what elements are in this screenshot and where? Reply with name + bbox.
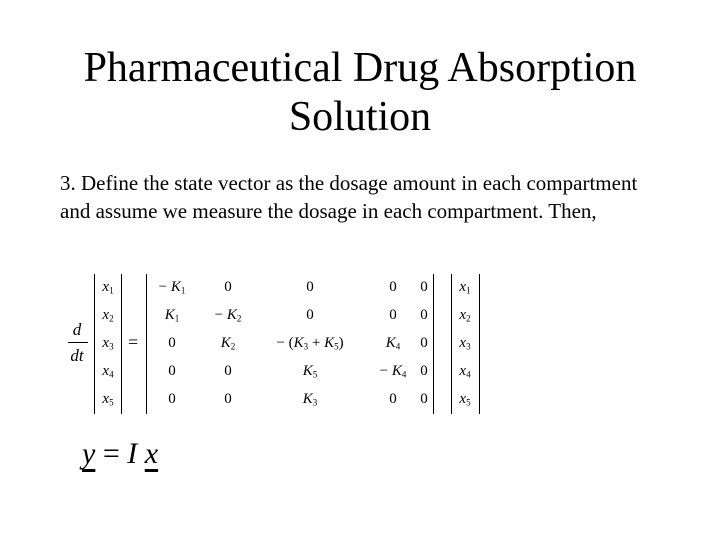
state-vector-left-entry: $x_5$ xyxy=(102,391,114,408)
state-equation xyxy=(62,266,532,418)
slide-title xyxy=(0,44,720,142)
matrix-entry: $K_2$ xyxy=(220,335,236,352)
matrix-entry: 0 xyxy=(389,307,397,323)
matrix-entry: − $K_1$ xyxy=(158,279,186,296)
state-vector-left-entry: $x_3$ xyxy=(102,335,114,352)
state-vector-right-entry: $x_1$ xyxy=(459,279,471,296)
identity-matrix: I xyxy=(127,437,138,470)
matrix-entry: 0 xyxy=(168,391,176,407)
title-line-2: Solution xyxy=(288,94,432,140)
matrix-entry: 0 xyxy=(224,279,232,295)
matrix-entry: 0 xyxy=(306,307,314,323)
state-vector-right-entry: $x_5$ xyxy=(459,391,471,408)
title-line-1: Pharmaceutical Drug Absorption xyxy=(83,45,637,91)
equals-sign: = xyxy=(128,332,139,352)
matrix-entry: $K_4$ xyxy=(385,335,401,352)
state-vector-right-entry: $x_3$ xyxy=(459,335,471,352)
matrix-entry: 0 xyxy=(168,363,176,379)
matrix-entry: $K_1$ xyxy=(164,307,180,324)
output-equation xyxy=(82,434,158,474)
matrix-entry: $K_5$ xyxy=(302,363,318,380)
matrix-entry: − $K_2$ xyxy=(214,307,242,324)
output-state-x: x xyxy=(144,437,159,470)
output-equals: = xyxy=(102,437,120,470)
matrix-entry: $K_3$ xyxy=(302,391,318,408)
body-paragraph: 3. Define the state vector as the dosage amount in each compartment and assume we measure the dosage in each compartment. Then, xyxy=(60,171,638,223)
matrix-entry: 0 xyxy=(224,363,232,379)
matrix-entry: 0 xyxy=(420,279,428,295)
matrix-entry: 0 xyxy=(306,279,314,295)
matrix-entry: 0 xyxy=(420,307,428,323)
matrix-entry: 0 xyxy=(420,391,428,407)
matrix-entry: 0 xyxy=(389,279,397,295)
derivative-denominator: dt xyxy=(70,346,84,365)
state-vector-left-entry: $x_4$ xyxy=(102,363,114,380)
matrix-entry: − $(K_3 + K_5)$ xyxy=(276,335,344,352)
state-vector-left-entry: $x_1$ xyxy=(102,279,114,296)
derivative-numerator: d xyxy=(72,320,82,339)
matrix-entry: 0 xyxy=(168,335,176,351)
state-vector-right-entry: $x_2$ xyxy=(459,307,471,324)
state-vector-left-entry: $x_2$ xyxy=(102,307,114,324)
matrix-entry: 0 xyxy=(224,391,232,407)
matrix-entry: 0 xyxy=(420,335,428,351)
state-vector-right-entry: $x_4$ xyxy=(459,363,471,380)
matrix-entry: 0 xyxy=(420,363,428,379)
matrix-entry: 0 xyxy=(389,391,397,407)
matrix-entry: − $K_4$ xyxy=(379,363,407,380)
output-vector-y: y xyxy=(82,437,96,470)
